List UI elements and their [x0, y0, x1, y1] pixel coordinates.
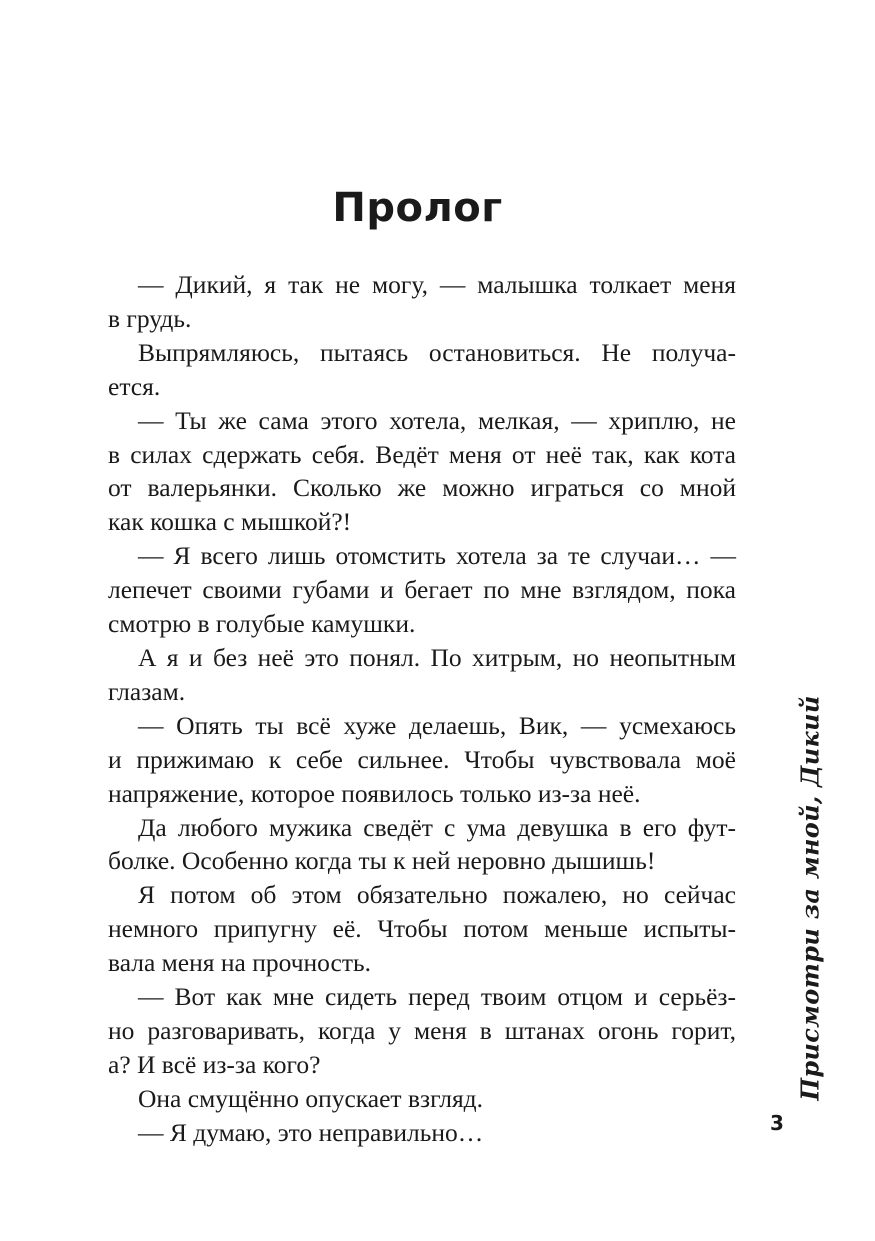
text-line: Я потом об этом обязательно пожалею, но сейчас [138, 880, 736, 910]
text-line: в силах сдержать себя. Ведёт меня от неё так, как кота [108, 439, 736, 469]
text-line: А я и без неё это понял. По хитрым, но неопытным [138, 642, 736, 672]
body-text [108, 268, 736, 1150]
text-line: лепечет своими губами и бегает по мне взглядом, пока [108, 575, 736, 605]
running-head [795, 695, 825, 1101]
text-line: Да любого мужика сведёт с ума девушка в его фут- [138, 812, 736, 842]
text-line: смотрю в голубые камушки. [108, 609, 416, 639]
text-line: — Я всего лишь отомстить хотела за те случаи… — [138, 541, 736, 571]
text-line: — Ты же сама этого хотела, мелкая, — хриплю, не [138, 405, 736, 435]
text-line: Она смущённо опускает взгляд. [138, 1083, 484, 1113]
text-line: и прижимаю к себе сильнее. Чтобы чувствовала моё [108, 744, 736, 774]
text-line: вала меня на прочность. [108, 948, 372, 978]
chapter-title: Пролог [332, 185, 503, 231]
text-line: болке. Особенно когда ты к ней неровно дышишь! [108, 846, 656, 876]
text-line: как кошка с мышкой?! [108, 507, 352, 537]
text-line: — Опять ты всё хуже делаешь, Вик, — усмехаюсь [138, 710, 736, 740]
text-line: от валерьянки. Сколько же можно играться со мной [108, 473, 736, 503]
text-line: Выпрямляюсь, пытаясь остановиться. Не получа- [138, 337, 736, 367]
text-line: — Я думаю, это неправильно… [138, 1117, 484, 1147]
text-line: — Вот как мне сидеть перед твоим отцом и серьёз- [138, 982, 736, 1012]
text-line: в грудь. [108, 303, 192, 333]
text-line: ется. [108, 371, 161, 401]
text-line: напряжение, которое появилось только из-за неё. [108, 778, 641, 808]
page-number: 3 [770, 1111, 784, 1135]
running-head-text: Присмотри за мной, Дикий [795, 695, 825, 1101]
text-line: но разговаривать, когда у меня в штанах огонь горит, [108, 1015, 736, 1045]
text-line: глазам. [108, 676, 186, 706]
text-line: а? И всё из-за кого? [108, 1049, 321, 1079]
text-line: немного припугну её. Чтобы потом меньше испыты- [108, 914, 736, 944]
text-line: — Дикий, я так не могу, — малышка толкает меня [138, 270, 736, 299]
